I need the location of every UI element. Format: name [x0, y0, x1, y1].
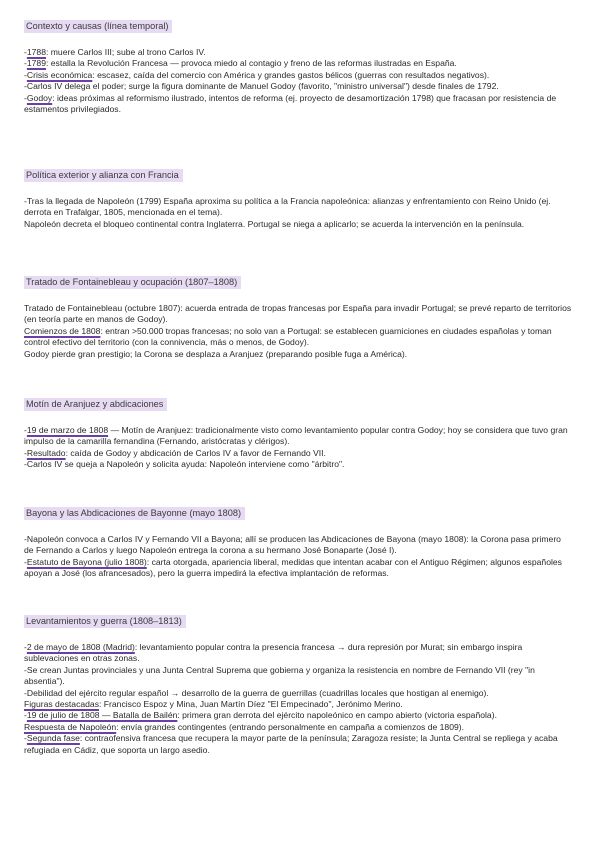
list-item: -Napoleón convoca a Carlos IV y Fernando VII a Bayona; allí se producen las Abdicaciones de Bayona (mayo 1808): la Corona pasa primero de Fernando a Carlos y luego Napoleón entrega la corona a su hermano José Bonaparte (José I). — [24, 534, 561, 556]
list-item: -Carlos IV se queja a Napoleón y solicita ayuda: Napoleón interviene como "árbitro". — [24, 459, 345, 470]
section-items — [24, 642, 572, 756]
list-item: -Tras la llegada de Napoleón (1799) España aproxima su política a la Francia napoleónica: alianzas y enfrentamiento con Reino Unido (ej. derrota en Trafalgar, 1805, mencionada en el tema). — [24, 196, 551, 218]
list-item: -1789: estalla la Revolución Francesa — provoca miedo al contagio y freno de las reformas ilustradas en España. — [24, 58, 457, 69]
list-item: Respuesta de Napoleón: envía grandes contingentes (entrando personalmente en campaña a comienzos de 1809). — [24, 721, 465, 732]
section-heading: Tratado de Fontainebleau y ocupación (1807–1808) — [24, 276, 241, 289]
highlight-term: 1789 — [26, 58, 46, 69]
highlight-term: Segunda fase — [26, 733, 80, 744]
list-item: -Crisis económica: escasez, caída del comercio con América y grandes gastos bélicos (guerras con resultados negativos). — [24, 69, 490, 80]
highlight-term: Respuesta de Napoleón — [24, 721, 117, 732]
section-fontainebleau — [24, 272, 572, 360]
highlight-term: Figuras destacadas — [24, 699, 99, 710]
highlight-term: 2 de mayo de 1808 (Madrid) — [26, 642, 135, 652]
list-item: Comienzos de 1808: entran >50.000 tropas francesas; no solo van a Portugal: se establecen guarniciones en ciudades españolas y toman control efectivo del territorio (con la connivencia, más o menos, de Godoy). — [24, 325, 552, 348]
section-items — [24, 196, 572, 230]
section-items — [24, 47, 572, 115]
list-item: -2 de mayo de 1808 (Madrid): levantamiento popular contra la presencia francesa → dura represión por Murat; sin embargo inspira sublevaciones en otras zonas. — [24, 642, 523, 664]
highlight-term: Comienzos de 1808 — [24, 325, 101, 336]
list-item: -19 de julio de 1808 — Batalla de Bailén: primera gran derrota del ejército napoleónico en campo abierto (victoria española). — [24, 710, 497, 721]
section-items — [24, 303, 572, 360]
list-item: Napoleón decreta el bloqueo continental contra Inglaterra. Portugal se niega a aplicarlo; se acuerda la intervención en la península. — [24, 218, 525, 229]
section-heading: Política exterior y alianza con Francia — [24, 169, 183, 182]
highlight-term: Resultado — [26, 447, 66, 458]
highlight-term: Godoy — [26, 92, 53, 103]
highlight-term: 1788 — [26, 47, 46, 57]
list-item: -Segunda fase: contraofensiva francesa que recupera la mayor parte de la península; Zaragoza resiste; la Junta Central se repliega y acaba refugiada en Cádiz, que soporta un largo asedio. — [24, 733, 558, 755]
list-item: -Godoy: ideas próximas al reformismo ilustrado, intentos de reforma (ej. proyecto de desamortización 1798) que fracasan por resistencia de estamentos privilegiados. — [24, 92, 557, 115]
section-politica-exterior — [24, 165, 572, 230]
list-item: -Debilidad del ejército regular español → desarrollo de la guerra de guerrillas (cuadrillas locales que hostigan al enemigo). — [24, 687, 489, 698]
list-item: -Resultado: caída de Godoy y abdicación de Carlos IV a favor de Fernando VII. — [24, 447, 326, 458]
section-heading: Bayona y las Abdicaciones de Bayonne (mayo 1808) — [24, 507, 245, 520]
highlight-term: 19 de julio de 1808 — Batalla de Bailén — [26, 710, 178, 721]
section-aranjuez — [24, 394, 572, 471]
list-item: Figuras destacadas: Francisco Espoz y Mina, Juan Martín Díez "El Empecinado", Jerónimo Merino. — [24, 699, 403, 710]
list-item: -Carlos IV delega el poder; surge la figura dominante de Manuel Godoy (favorito, "ministro universal") desde finales de 1792. — [24, 81, 499, 92]
list-item: -Se crean Juntas provinciales y una Junta Central Suprema que gobierna y organiza la resistencia en nombre de Fernando VII (rey "in absentia"). — [24, 664, 535, 687]
list-item: Tratado de Fontainebleau (octubre 1807): acuerda entrada de tropas francesas por España para invadir Portugal; se prevé reparto de territorios (en teoría parte en manos de Godoy). — [24, 303, 572, 325]
section-bayona — [24, 503, 572, 580]
list-item: -Estatuto de Bayona (julio 1808): carta otorgada, apariencia liberal, medidas que intentan acabar con el Antiguo Régimen; algunos españoles apoyan a José (los afrancesados), pero la guerra impedirá la efectiva implantación de reformas. — [24, 556, 562, 579]
section-heading: Motín de Aranjuez y abdicaciones — [24, 398, 167, 411]
highlight-term: 19 de marzo de 1808 — [26, 425, 109, 435]
highlight-term: Crisis económica — [26, 69, 93, 80]
section-levantamientos — [24, 611, 572, 756]
section-contexto — [24, 16, 572, 115]
list-item: Godoy pierde gran prestigio; la Corona se desplaza a Aranjuez (preparando posible fuga a América). — [24, 348, 408, 359]
list-item: -19 de marzo de 1808 — Motín de Aranjuez: tradicionalmente visto como levantamiento popular contra Godoy; hoy se considera que tuvo gran impulso de la camarilla fernandina (Fernando, aristócratas y clérigos). — [24, 425, 568, 447]
highlight-term: Estatuto de Bayona (julio 1808) — [26, 556, 147, 567]
list-item: -1788: muere Carlos III; sube al trono Carlos IV. — [24, 47, 206, 57]
section-items — [24, 534, 572, 580]
section-items — [24, 425, 572, 471]
section-heading: Levantamientos y guerra (1808–1813) — [24, 615, 186, 628]
section-heading: Contexto y causas (línea temporal) — [24, 20, 172, 33]
